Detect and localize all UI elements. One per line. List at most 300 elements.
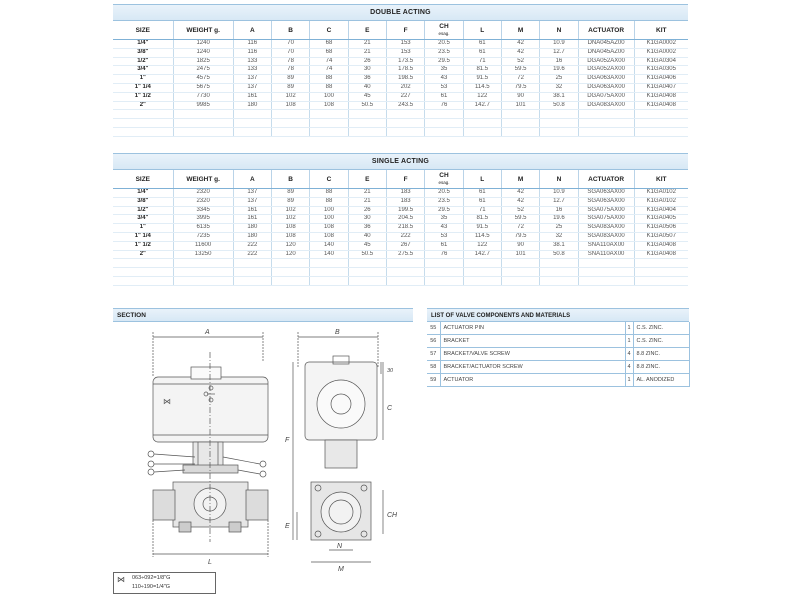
- component-cell: 59: [427, 374, 440, 387]
- double-acting-cell: DGA052AX00: [578, 57, 634, 66]
- double-acting-cell: K1GA0407: [634, 83, 688, 92]
- single-acting-cell: 114.5: [463, 232, 501, 241]
- single-acting-cell: 1" 1/4: [113, 232, 173, 241]
- double-acting-cell: 88: [310, 75, 348, 84]
- double-acting-cell: 1/4": [113, 40, 173, 49]
- component-row: [427, 361, 689, 374]
- dim-m-label: M: [338, 566, 344, 572]
- single-acting-cell: 89: [271, 197, 309, 206]
- component-cell: BRACKET/ACTUATOR SCREW: [440, 361, 625, 374]
- double-acting-cell: 161: [233, 92, 271, 101]
- single-acting-header-1: WEIGHT g.: [173, 170, 233, 189]
- double-acting-cell: 12.7: [540, 48, 578, 57]
- component-cell: BRACKET: [440, 335, 625, 348]
- single-acting-cell: 204.5: [386, 215, 424, 224]
- single-acting-cell: 61: [425, 241, 463, 250]
- single-acting-cell: 183: [386, 197, 424, 206]
- single-acting-cell: K1GA0408: [634, 241, 688, 250]
- single-acting-header-3: B: [271, 170, 309, 189]
- double-acting-cell: 116: [233, 40, 271, 49]
- single-acting-cell: 108: [271, 224, 309, 233]
- double-acting-cell: K1GA0406: [634, 75, 688, 84]
- double-acting-cell: 5675: [173, 83, 233, 92]
- component-cell: 56: [427, 335, 440, 348]
- double-acting-cell: 68: [310, 48, 348, 57]
- valve-section-drawing: [113, 322, 413, 572]
- double-acting-header-5: E: [348, 21, 386, 40]
- single-acting-cell: 199.5: [386, 206, 424, 215]
- double-acting-cell: 53: [425, 83, 463, 92]
- double-acting-empty-row: [113, 127, 688, 136]
- legend-line-1: 063÷092=1/8"G: [132, 575, 171, 581]
- double-acting-cell: 243.5: [386, 101, 424, 110]
- component-cell: 8.8 ZINC.: [633, 348, 689, 361]
- single-acting-cell: 53: [425, 232, 463, 241]
- double-acting-cell: 101: [501, 101, 539, 110]
- port-symbol-icon: ⋈: [117, 575, 125, 584]
- single-acting-cell: 1/4": [113, 189, 173, 198]
- double-acting-cell: 3/8": [113, 48, 173, 57]
- single-acting-cell: 161: [233, 215, 271, 224]
- single-acting-cell: 30: [348, 215, 386, 224]
- single-acting-cell: 13250: [173, 250, 233, 259]
- single-acting-cell: SGA083AX00: [578, 232, 634, 241]
- dim-f-label: F: [285, 437, 290, 444]
- component-cell: 55: [427, 322, 440, 335]
- double-acting-cell: 50.5: [348, 101, 386, 110]
- single-acting-empty-row: [113, 268, 688, 277]
- dim-30-label: 30: [387, 368, 394, 374]
- single-acting-cell: 120: [271, 250, 309, 259]
- component-cell: 4: [625, 348, 633, 361]
- single-acting-cell: SNA110AX00: [578, 250, 634, 259]
- single-acting-cell: 21: [348, 197, 386, 206]
- single-acting-cell: 11600: [173, 241, 233, 250]
- double-acting-cell: 61: [425, 92, 463, 101]
- double-acting-cell: 79.5: [501, 83, 539, 92]
- single-acting-header-0: SIZE: [113, 170, 173, 189]
- component-row: [427, 335, 689, 348]
- single-acting-cell: 32: [540, 232, 578, 241]
- component-cell: 8.8 ZINC.: [633, 361, 689, 374]
- single-acting-header-11: ACTUATOR: [578, 170, 634, 189]
- single-acting-cell: 108: [310, 224, 348, 233]
- component-cell: 4: [625, 361, 633, 374]
- double-acting-title: DOUBLE ACTING: [113, 4, 688, 21]
- double-acting-cell: 102: [271, 92, 309, 101]
- double-acting-cell: 1": [113, 75, 173, 84]
- single-acting-cell: 40: [348, 232, 386, 241]
- single-acting-cell: SGA083AX00: [578, 224, 634, 233]
- double-acting-cell: 43: [425, 75, 463, 84]
- single-acting-cell: K1GA0506: [634, 224, 688, 233]
- double-acting-cell: DNA045AZ00: [578, 48, 634, 57]
- single-acting-cell: 140: [310, 241, 348, 250]
- double-acting-row: [113, 75, 688, 84]
- double-acting-cell: 90: [501, 92, 539, 101]
- single-acting-header-8: L: [463, 170, 501, 189]
- single-acting-cell: 218.5: [386, 224, 424, 233]
- single-acting-header-7: CH esag.: [425, 170, 463, 189]
- double-acting-cell: 35: [425, 66, 463, 75]
- double-acting-cell: 89: [271, 83, 309, 92]
- double-acting-cell: 19.6: [540, 66, 578, 75]
- dim-l-label: L: [208, 559, 212, 566]
- single-acting-cell: 1": [113, 224, 173, 233]
- double-acting-row: [113, 40, 688, 49]
- double-acting-cell: K1GA0002: [634, 48, 688, 57]
- double-acting-cell: 20.5: [425, 40, 463, 49]
- single-acting-cell: 42: [501, 197, 539, 206]
- single-acting-cell: 7235: [173, 232, 233, 241]
- double-acting-cell: 42: [501, 48, 539, 57]
- single-acting-cell: 21: [348, 189, 386, 198]
- single-acting-cell: 3/8": [113, 197, 173, 206]
- double-acting-header-9: M: [501, 21, 539, 40]
- single-acting-row: [113, 224, 688, 233]
- double-acting-cell: 45: [348, 92, 386, 101]
- double-acting-cell: 100: [310, 92, 348, 101]
- double-acting-cell: K1GA0408: [634, 101, 688, 110]
- single-acting-cell: 38.1: [540, 241, 578, 250]
- components-title: LIST OF VALVE COMPONENTS AND MATERIALS: [427, 308, 689, 322]
- double-acting-header-11: ACTUATOR: [578, 21, 634, 40]
- single-acting-cell: 12.7: [540, 197, 578, 206]
- single-acting-cell: 2320: [173, 189, 233, 198]
- double-acting-cell: 68: [310, 40, 348, 49]
- legend-line-2: 110÷190=1/4"G: [132, 584, 171, 590]
- single-acting-cell: 88: [310, 189, 348, 198]
- double-acting-cell: 71: [463, 57, 501, 66]
- double-acting-cell: K1GA0304: [634, 57, 688, 66]
- single-acting-cell: K1GA0408: [634, 250, 688, 259]
- component-cell: ACTUATOR PIN: [440, 322, 625, 335]
- component-cell: 1: [625, 322, 633, 335]
- component-cell: 1: [625, 374, 633, 387]
- double-acting-empty-row: [113, 110, 688, 119]
- double-acting-cell: 180: [233, 101, 271, 110]
- double-acting-cell: 26: [348, 57, 386, 66]
- double-acting-cell: 59.5: [501, 66, 539, 75]
- single-acting-cell: 102: [271, 215, 309, 224]
- component-cell: AL. ANODIZED: [633, 374, 689, 387]
- single-acting-cell: 161: [233, 206, 271, 215]
- single-acting-cell: 1/2": [113, 206, 173, 215]
- single-acting-row: [113, 232, 688, 241]
- single-acting-row: [113, 189, 688, 198]
- double-acting-cell: 198.5: [386, 75, 424, 84]
- double-acting-row: [113, 57, 688, 66]
- double-acting-cell: 70: [271, 40, 309, 49]
- single-acting-cell: K1GA0507: [634, 232, 688, 241]
- double-acting-table: [113, 4, 688, 137]
- double-acting-cell: 88: [310, 83, 348, 92]
- double-acting-cell: 2475: [173, 66, 233, 75]
- double-acting-cell: 25: [540, 75, 578, 84]
- single-acting-cell: 29.5: [425, 206, 463, 215]
- single-acting-cell: SGA063AX00: [578, 197, 634, 206]
- double-acting-cell: 1/2": [113, 57, 173, 66]
- single-acting-header-10: N: [540, 170, 578, 189]
- component-cell: BRACKET/VALVE SCREW: [440, 348, 625, 361]
- double-acting-cell: 32: [540, 83, 578, 92]
- double-acting-cell: 61: [463, 40, 501, 49]
- component-cell: ACTUATOR: [440, 374, 625, 387]
- single-acting-cell: 122: [463, 241, 501, 250]
- single-acting-cell: 88: [310, 197, 348, 206]
- single-acting-cell: 19.6: [540, 215, 578, 224]
- dim-n-label: N: [337, 543, 343, 550]
- single-acting-cell: 61: [463, 189, 501, 198]
- double-acting-cell: 202: [386, 83, 424, 92]
- double-acting-cell: 122: [463, 92, 501, 101]
- double-acting-cell: 40: [348, 83, 386, 92]
- double-acting-cell: K1GA0305: [634, 66, 688, 75]
- double-acting-cell: 137: [233, 75, 271, 84]
- single-acting-header-9: M: [501, 170, 539, 189]
- double-acting-cell: 81.5: [463, 66, 501, 75]
- single-acting-cell: SNA110AX00: [578, 241, 634, 250]
- single-acting-header-5: E: [348, 170, 386, 189]
- double-acting-empty-row: [113, 119, 688, 128]
- section-title: SECTION: [113, 308, 413, 322]
- single-acting-cell: K1GA0102: [634, 189, 688, 198]
- single-acting-table: [113, 153, 688, 286]
- single-acting-cell: 137: [233, 197, 271, 206]
- single-acting-header-4: C: [310, 170, 348, 189]
- single-acting-cell: 2": [113, 250, 173, 259]
- single-acting-cell: 275.5: [386, 250, 424, 259]
- single-acting-row: [113, 215, 688, 224]
- single-acting-cell: 1" 1/2: [113, 241, 173, 250]
- single-acting-cell: 25: [540, 224, 578, 233]
- double-acting-cell: 29.5: [425, 57, 463, 66]
- double-acting-cell: DGA063AX00: [578, 75, 634, 84]
- component-row: [427, 348, 689, 361]
- double-acting-header-8: L: [463, 21, 501, 40]
- single-acting-cell: K1GA0404: [634, 206, 688, 215]
- legend-box: [113, 572, 216, 594]
- double-acting-cell: 133: [233, 57, 271, 66]
- single-acting-cell: SGA063AX00: [578, 189, 634, 198]
- single-acting-cell: 183: [386, 189, 424, 198]
- single-acting-cell: 50.5: [348, 250, 386, 259]
- dim-b-label: B: [335, 329, 340, 336]
- double-acting-cell: 36: [348, 75, 386, 84]
- single-acting-cell: 100: [310, 206, 348, 215]
- single-acting-cell: 100: [310, 215, 348, 224]
- single-acting-title: SINGLE ACTING: [113, 153, 688, 170]
- single-acting-cell: K1GA0102: [634, 197, 688, 206]
- double-acting-cell: 153: [386, 40, 424, 49]
- double-acting-row: [113, 66, 688, 75]
- double-acting-cell: 21: [348, 48, 386, 57]
- component-row: [427, 374, 689, 387]
- double-acting-cell: 76: [425, 101, 463, 110]
- single-acting-cell: 71: [463, 206, 501, 215]
- double-acting-header-7: CH esag.: [425, 21, 463, 40]
- double-acting-cell: DGA052AX00: [578, 66, 634, 75]
- single-acting-empty-row: [113, 276, 688, 285]
- single-acting-cell: 102: [271, 206, 309, 215]
- double-acting-header-row: [113, 21, 688, 40]
- single-acting-header-6: F: [386, 170, 424, 189]
- single-acting-cell: 222: [386, 232, 424, 241]
- single-acting-row: [113, 206, 688, 215]
- double-acting-cell: 74: [310, 57, 348, 66]
- dim-ch-label: CH: [387, 512, 398, 519]
- single-acting-cell: 16: [540, 206, 578, 215]
- single-acting-cell: 137: [233, 189, 271, 198]
- single-acting-cell: 45: [348, 241, 386, 250]
- double-acting-cell: 78: [271, 57, 309, 66]
- component-cell: 57: [427, 348, 440, 361]
- double-acting-cell: 108: [271, 101, 309, 110]
- double-acting-cell: 137: [233, 83, 271, 92]
- dim-e-label: E: [285, 523, 290, 530]
- double-acting-cell: 61: [463, 48, 501, 57]
- double-acting-cell: K1GA0408: [634, 92, 688, 101]
- double-acting-cell: DGA083AX00: [578, 101, 634, 110]
- single-acting-cell: 267: [386, 241, 424, 250]
- single-acting-cell: 6135: [173, 224, 233, 233]
- single-acting-cell: 91.5: [463, 224, 501, 233]
- component-cell: 58: [427, 361, 440, 374]
- single-acting-cell: 43: [425, 224, 463, 233]
- double-acting-cell: 74: [310, 66, 348, 75]
- components-table: [427, 322, 690, 387]
- double-acting-cell: 16: [540, 57, 578, 66]
- double-acting-header-10: N: [540, 21, 578, 40]
- double-acting-cell: 7730: [173, 92, 233, 101]
- single-acting-cell: K1GA0405: [634, 215, 688, 224]
- double-acting-cell: 173.5: [386, 57, 424, 66]
- double-acting-row: [113, 101, 688, 110]
- single-acting-cell: 59.5: [501, 215, 539, 224]
- single-acting-cell: 89: [271, 189, 309, 198]
- single-acting-cell: 142.7: [463, 250, 501, 259]
- double-acting-cell: DGA063AX00: [578, 83, 634, 92]
- double-acting-cell: K1GA0002: [634, 40, 688, 49]
- single-acting-header-2: A: [233, 170, 271, 189]
- single-acting-cell: 35: [425, 215, 463, 224]
- single-acting-row: [113, 250, 688, 259]
- single-acting-cell: 2320: [173, 197, 233, 206]
- double-acting-header-1: WEIGHT g.: [173, 21, 233, 40]
- single-acting-cell: SGA075AX00: [578, 206, 634, 215]
- double-acting-cell: 9985: [173, 101, 233, 110]
- double-acting-cell: 4575: [173, 75, 233, 84]
- double-acting-cell: 108: [310, 101, 348, 110]
- single-acting-header-row: [113, 170, 688, 189]
- single-acting-header-12: KIT: [634, 170, 688, 189]
- single-acting-cell: 76: [425, 250, 463, 259]
- double-acting-cell: 52: [501, 57, 539, 66]
- double-acting-cell: 78: [271, 66, 309, 75]
- single-acting-row: [113, 241, 688, 250]
- double-acting-row: [113, 48, 688, 57]
- double-acting-cell: 21: [348, 40, 386, 49]
- double-acting-cell: 1" 1/4: [113, 83, 173, 92]
- double-acting-header-0: SIZE: [113, 21, 173, 40]
- single-acting-cell: 140: [310, 250, 348, 259]
- component-cell: C.S. ZINC.: [633, 322, 689, 335]
- single-acting-cell: 23.5: [425, 197, 463, 206]
- double-acting-cell: 178.5: [386, 66, 424, 75]
- single-acting-cell: 20.5: [425, 189, 463, 198]
- single-acting-cell: 108: [310, 232, 348, 241]
- double-acting-cell: 133: [233, 66, 271, 75]
- single-acting-cell: 3995: [173, 215, 233, 224]
- single-acting-cell: 3/4": [113, 215, 173, 224]
- single-acting-cell: 79.5: [501, 232, 539, 241]
- double-acting-cell: 50.8: [540, 101, 578, 110]
- single-acting-cell: 3345: [173, 206, 233, 215]
- double-acting-cell: 30: [348, 66, 386, 75]
- double-acting-cell: 142.7: [463, 101, 501, 110]
- single-acting-cell: 222: [233, 241, 271, 250]
- double-acting-cell: 1240: [173, 40, 233, 49]
- double-acting-cell: 1825: [173, 57, 233, 66]
- single-acting-cell: 108: [271, 232, 309, 241]
- double-acting-header-2: A: [233, 21, 271, 40]
- single-acting-cell: 72: [501, 224, 539, 233]
- double-acting-cell: 42: [501, 40, 539, 49]
- pressure-port-symbol: ⋈: [163, 397, 171, 406]
- double-acting-header-12: KIT: [634, 21, 688, 40]
- single-acting-row: [113, 197, 688, 206]
- double-acting-cell: 114.5: [463, 83, 501, 92]
- single-acting-cell: 50.8: [540, 250, 578, 259]
- double-acting-cell: 116: [233, 48, 271, 57]
- double-acting-cell: 1240: [173, 48, 233, 57]
- single-acting-cell: 180: [233, 232, 271, 241]
- dim-c-label: C: [387, 405, 393, 412]
- double-acting-cell: DNA045AZ00: [578, 40, 634, 49]
- single-acting-cell: SGA075AX00: [578, 215, 634, 224]
- double-acting-header-6: F: [386, 21, 424, 40]
- double-acting-cell: 227: [386, 92, 424, 101]
- single-acting-empty-row: [113, 259, 688, 268]
- single-acting-cell: 26: [348, 206, 386, 215]
- component-cell: 1: [625, 335, 633, 348]
- single-acting-cell: 10.9: [540, 189, 578, 198]
- single-acting-cell: 90: [501, 241, 539, 250]
- single-acting-cell: 36: [348, 224, 386, 233]
- double-acting-cell: 89: [271, 75, 309, 84]
- single-acting-cell: 42: [501, 189, 539, 198]
- dim-a-label: A: [205, 329, 210, 336]
- double-acting-cell: 38.1: [540, 92, 578, 101]
- double-acting-cell: 10.9: [540, 40, 578, 49]
- double-acting-cell: 1" 1/2: [113, 92, 173, 101]
- double-acting-cell: 3/4": [113, 66, 173, 75]
- single-acting-cell: 120: [271, 241, 309, 250]
- double-acting-cell: 91.5: [463, 75, 501, 84]
- double-acting-cell: 72: [501, 75, 539, 84]
- single-acting-cell: 81.5: [463, 215, 501, 224]
- single-acting-cell: 101: [501, 250, 539, 259]
- double-acting-header-4: C: [310, 21, 348, 40]
- component-cell: C.S. ZINC.: [633, 335, 689, 348]
- single-acting-cell: 180: [233, 224, 271, 233]
- double-acting-cell: 23.5: [425, 48, 463, 57]
- double-acting-row: [113, 92, 688, 101]
- single-acting-cell: 52: [501, 206, 539, 215]
- double-acting-cell: 70: [271, 48, 309, 57]
- double-acting-cell: 2": [113, 101, 173, 110]
- single-acting-cell: 222: [233, 250, 271, 259]
